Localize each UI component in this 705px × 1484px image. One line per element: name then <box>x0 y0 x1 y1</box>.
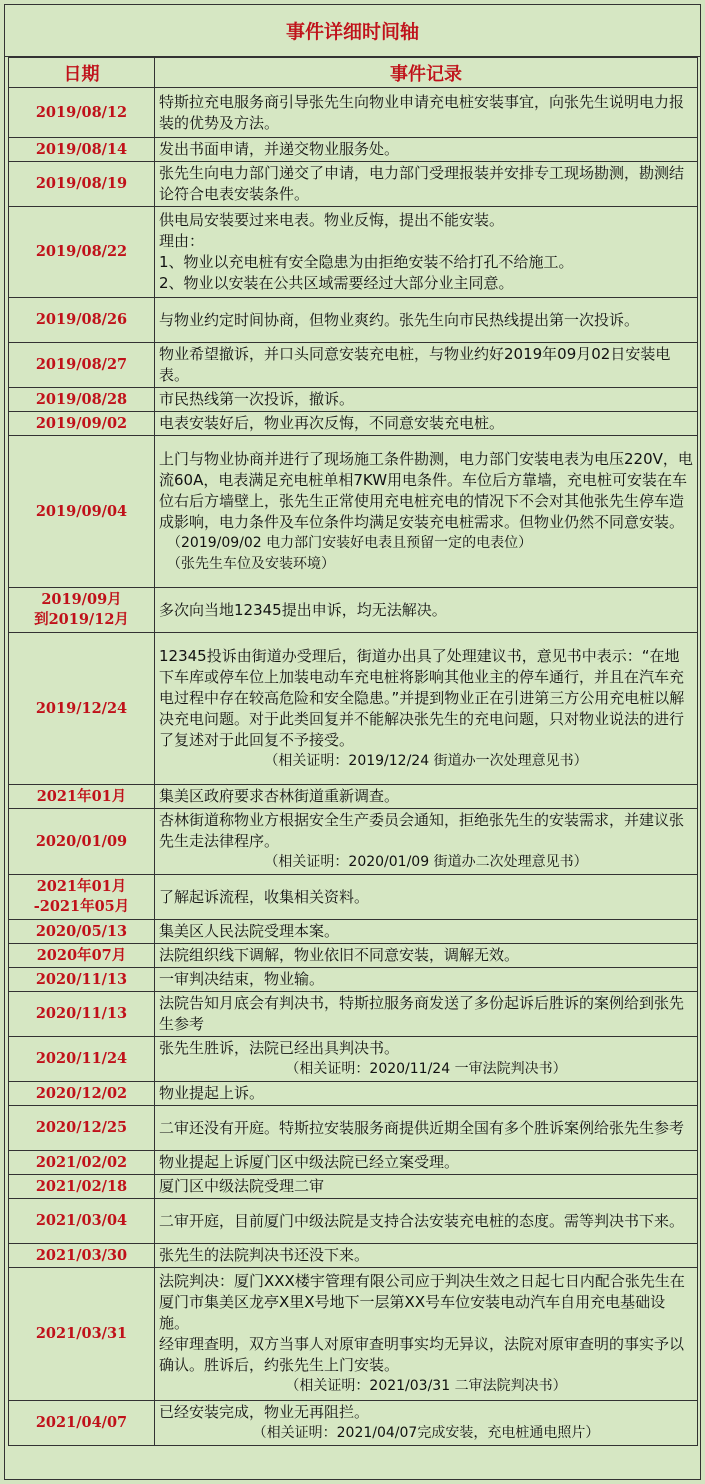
table-row <box>9 1268 698 1401</box>
event-record <box>155 1037 698 1082</box>
event-date: 2021/02/02 <box>9 1151 155 1175</box>
event-record <box>155 920 698 944</box>
event-text: 张先生向电力部门递交了申请，电力部门受理报装并安排专工现场勘测，勘测结论符合电表安装条件。 <box>159 164 685 203</box>
event-date: 2021年01月 <box>9 785 155 809</box>
event-text: 已经安装完成，物业无再阻拦。 <box>159 1403 370 1421</box>
event-text: 电表安装好后，物业再次反悔，不同意安装充电桩。 <box>159 414 505 432</box>
table-row <box>9 920 698 944</box>
table-row <box>9 1199 698 1244</box>
event-date: 2019/08/12 <box>9 88 155 138</box>
table-row <box>9 992 698 1037</box>
event-text: 发出书面申请，并递交物业服务处。 <box>159 140 400 158</box>
event-date: 2020/11/24 <box>9 1037 155 1082</box>
date-column-header: 日期 <box>9 58 155 88</box>
event-record <box>155 138 698 162</box>
event-date: 2019/08/27 <box>9 343 155 388</box>
event-record <box>155 207 698 298</box>
table-row <box>9 633 698 785</box>
event-text: 二审开庭，目前厦门中级法院是支持合法安装充电桩的态度。需等判决书下来。 <box>159 1211 685 1230</box>
table-row <box>9 1082 698 1106</box>
table-row <box>9 1151 698 1175</box>
evidence-note: （相关证明：2020/01/09 街道办二次处理意见书） <box>264 854 588 870</box>
event-text: 物业提起上诉。 <box>159 1084 265 1102</box>
event-record <box>155 162 698 207</box>
table-row <box>9 298 698 343</box>
event-text: 集美区政府要求杏林街道重新调查。 <box>159 787 400 805</box>
timeline-sheet <box>4 4 701 1480</box>
event-text: 法院告知月底会有判决书，特斯拉服务商发送了多份起诉后胜诉的案例给到张先生参考 <box>159 994 685 1033</box>
table-row <box>9 388 698 412</box>
event-record <box>155 388 698 412</box>
event-text: 市民热线第一次投诉，撤诉。 <box>159 390 355 408</box>
page-title: 事件详细时间轴 <box>5 5 700 57</box>
event-date: 2020/12/02 <box>9 1082 155 1106</box>
table-row <box>9 1037 698 1082</box>
evidence-note: （2019/09/02 电力部门安装好电表且预留一定的电表位） （张先生车位及安装环境） <box>167 534 533 572</box>
event-date: 2019/09/04 <box>9 436 155 588</box>
event-record <box>155 588 698 633</box>
event-text: 张先生的法院判决书还没下来。 <box>159 1246 370 1264</box>
event-record <box>155 298 698 343</box>
event-text: 法院组织线下调解，物业依旧不同意安装，调解无效。 <box>159 946 520 964</box>
event-record <box>155 633 698 785</box>
table-row <box>9 88 698 138</box>
event-date: 2020年07月 <box>9 944 155 968</box>
event-record <box>155 944 698 968</box>
event-record <box>155 1199 698 1244</box>
event-record <box>155 1401 698 1446</box>
table-row <box>9 785 698 809</box>
event-text: 供电局安装要过来电表。物业反悔，提出不能安装。 理由： 1、物业以充电桩有安全隐患为由拒绝安装不给打孔不给施工。 2、物业以安装在公共区域需要经过大部分业主同意。 <box>159 211 574 292</box>
table-row <box>9 138 698 162</box>
table-row <box>9 207 698 298</box>
event-text: 物业提起上诉厦门区中级法院已经立案受理。 <box>159 1153 460 1171</box>
event-date: 2019/09月 到2019/12月 <box>9 588 155 633</box>
table-row <box>9 968 698 992</box>
event-record <box>155 992 698 1037</box>
header-row <box>9 58 698 88</box>
event-date: 2020/05/13 <box>9 920 155 944</box>
evidence-note: （相关证明：2019/12/24 街道办一次处理意见书） <box>264 752 588 769</box>
event-record <box>155 1175 698 1199</box>
event-date: 2021/04/07 <box>9 1401 155 1446</box>
timeline-table <box>8 57 698 1446</box>
event-date: 2020/11/13 <box>9 992 155 1037</box>
event-date: 2019/08/22 <box>9 207 155 298</box>
event-text: 特斯拉充电服务商引导张先生向物业申请充电桩安装事宜，向张先生说明电力报装的优势及方法。 <box>159 92 685 132</box>
event-date: 2019/09/02 <box>9 412 155 436</box>
table-row <box>9 588 698 633</box>
table-row <box>9 412 698 436</box>
evidence-note: （相关证明：2021/03/31 二审法院判决书） <box>285 1378 567 1394</box>
event-record <box>155 785 698 809</box>
event-text: 12345投诉由街道办受理后，街道办出具了处理建议书，意见书中表示：“在地下车库或停车位上加装电动车充电桩将影响其他业主的停车通行，并且在汽车充电过程中存在较高危险和安全隐患。”并提到物业正在引进第三方公用充电桩以解决充电问题。对于此类回复并不能解决张先生的充电问题，只对物业说法的进行了复述对于此回复不予接受。 <box>159 646 685 749</box>
event-column-header: 事件记录 <box>155 58 698 88</box>
event-text: 集美区人民法院受理本案。 <box>159 922 340 940</box>
event-date: 2020/12/25 <box>9 1106 155 1151</box>
event-text: 杏林街道称物业方根据安全生产委员会通知，拒绝张先生的安装需求，并建议张先生走法律程序。 <box>159 811 685 850</box>
event-text: 物业希望撤诉，并口头同意安装充电桩，与物业约好2019年09月02日安装电表。 <box>159 345 671 384</box>
event-date: 2021年01月 -2021年05月 <box>9 875 155 920</box>
table-row <box>9 1244 698 1268</box>
event-date: 2021/03/31 <box>9 1268 155 1401</box>
table-row <box>9 809 698 875</box>
event-date: 2019/08/26 <box>9 298 155 343</box>
event-record <box>155 436 698 588</box>
table-row <box>9 1106 698 1151</box>
table-row <box>9 875 698 920</box>
event-date: 2021/02/18 <box>9 1175 155 1199</box>
event-record <box>155 875 698 920</box>
table-row <box>9 1401 698 1446</box>
event-record <box>155 809 698 875</box>
event-text: 二审还没有开庭。特斯拉安装服务商提供近期全国有多个胜诉案例给张先生参考 <box>159 1118 685 1137</box>
event-date: 2021/03/04 <box>9 1199 155 1244</box>
event-text: 多次向当地12345提出申诉，均无法解决。 <box>159 600 447 619</box>
event-date: 2020/01/09 <box>9 809 155 875</box>
event-date: 2019/08/28 <box>9 388 155 412</box>
event-record <box>155 343 698 388</box>
table-row <box>9 162 698 207</box>
event-text: 了解起诉流程，收集相关资料。 <box>159 887 370 906</box>
event-record <box>155 412 698 436</box>
table-row <box>9 1175 698 1199</box>
event-record <box>155 968 698 992</box>
event-record <box>155 1082 698 1106</box>
event-text: 与物业约定时间协商，但物业爽约。张先生向市民热线提出第一次投诉。 <box>159 310 640 329</box>
event-date: 2019/08/14 <box>9 138 155 162</box>
event-text: 法院判决：厦门XXX楼宇管理有限公司应于判决生效之日起七日内配合张先生在厦门市集美区龙亭X里X号地下一层第XX号车位安装电动汽车自用充电基础设施。 经审理查明，双方当事人对原审查明事实均无异议，法院对原审查明的事实予以确认。胜诉后，约张先生上门安装。 <box>159 1272 685 1374</box>
evidence-note: （相关证明：2020/11/24 一审法院判决书） <box>285 1061 567 1077</box>
event-date: 2020/11/13 <box>9 968 155 992</box>
event-text: 一审判决结束，物业输。 <box>159 970 325 988</box>
table-row <box>9 343 698 388</box>
event-record <box>155 88 698 138</box>
event-date: 2019/08/19 <box>9 162 155 207</box>
event-date: 2021/03/30 <box>9 1244 155 1268</box>
table-row <box>9 436 698 588</box>
event-text: 张先生胜诉，法院已经出具判决书。 <box>159 1039 400 1057</box>
event-date: 2019/12/24 <box>9 633 155 785</box>
table-row <box>9 944 698 968</box>
event-text: 厦门区中级法院受理二审 <box>159 1177 325 1195</box>
event-record <box>155 1268 698 1401</box>
event-record <box>155 1106 698 1151</box>
evidence-note: （相关证明：2021/04/07完成安装，充电桩通电照片） <box>252 1425 600 1441</box>
event-text: 上门与物业协商并进行了现场施工条件勘测，电力部门安装电表为电压220V，电流60A，电表满足充电桩单相7KW用电条件。车位后方靠墙，充电桩可安装在车位右后方墙壁上，张先生正常使用充电桩充电的情况下不会对其他张先生停车造成影响，电力条件及车位条件均满足安装充电桩需求。但物业仍然不同意安装。 <box>159 449 693 531</box>
event-record <box>155 1244 698 1268</box>
event-record <box>155 1151 698 1175</box>
